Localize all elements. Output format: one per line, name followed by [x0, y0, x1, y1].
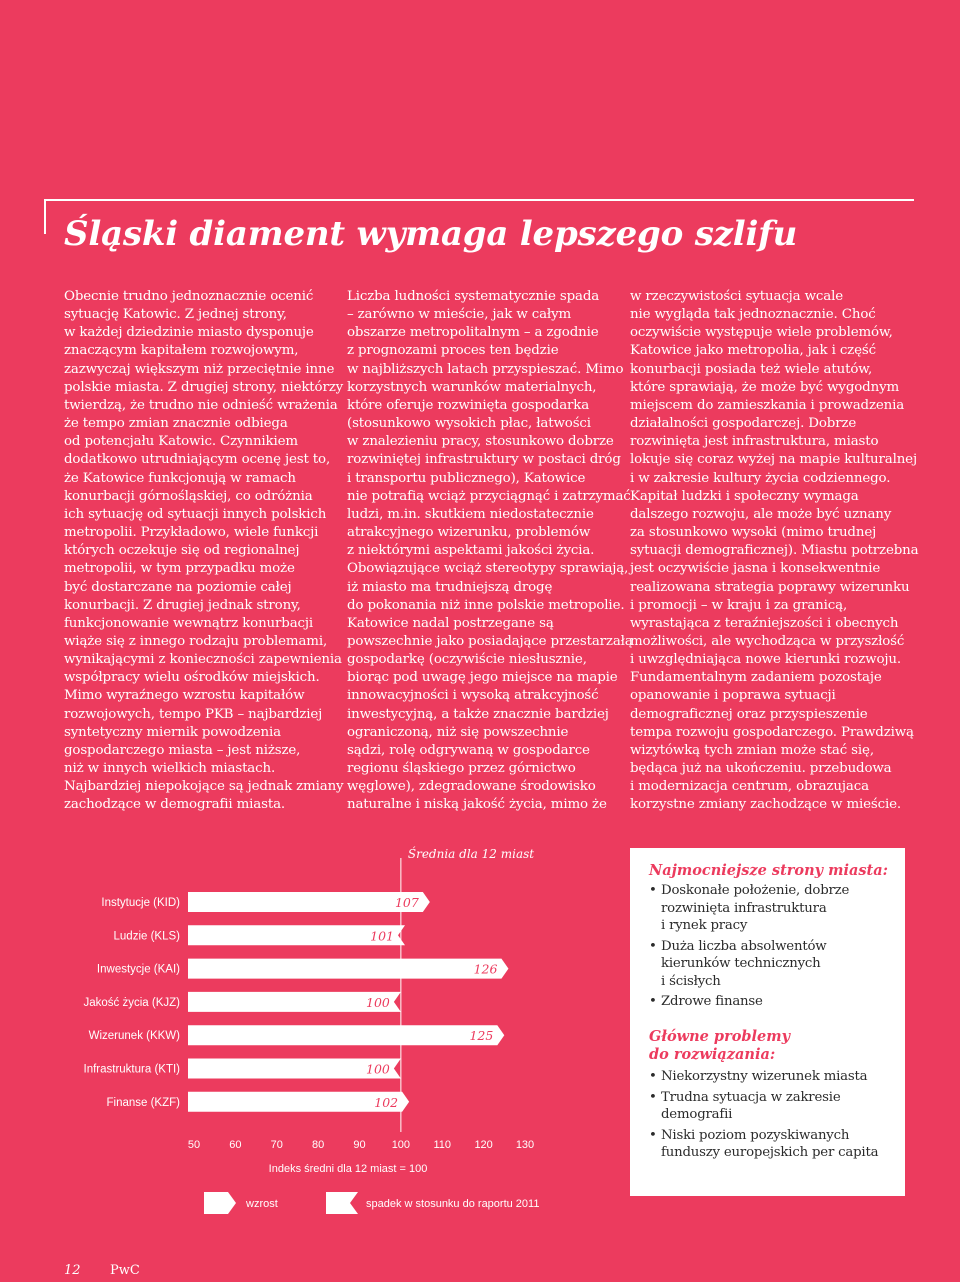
list-item-line: • Duża liczba absolwentów: [661, 938, 827, 954]
text-line: i promocji – w kraju i za granicą,: [630, 597, 848, 613]
heading-line: Główne problemy: [649, 1028, 791, 1045]
data-label: 126: [473, 961, 498, 977]
data-label: 102: [374, 1094, 399, 1110]
text-line: jest oczywiście jasna i konsekwentnie: [630, 561, 881, 577]
text-line: których oczekuje się od regionalnej: [64, 543, 300, 559]
text-line: oczywiście występuje wiele problemów,: [630, 325, 893, 341]
text-line: działalności gospodarczej. Dobrze: [630, 416, 857, 432]
text-line: możliwości, ale wychodząca w przyszłość: [630, 633, 905, 649]
data-label: 100: [366, 1061, 390, 1077]
list-item-line: kierunków technicznych: [661, 956, 821, 971]
text-line: wyrastająca z teraźniejszości i obecnych: [630, 615, 899, 631]
bar: [188, 959, 508, 979]
text-line: – zarówno w mieście, jak w całym: [347, 307, 572, 323]
chart-svg: [0, 840, 600, 1220]
tick-label: 50: [187, 1139, 201, 1151]
data-label: 100: [366, 994, 390, 1010]
text-line: konurbacji górnośląskiej, co odróżnia: [64, 488, 313, 504]
text-line: metropolii. Przykładowo, wiele funkcji: [64, 525, 319, 541]
tick-label: 90: [353, 1139, 366, 1151]
text-line: za stosunkowo wysoki (mimo trudnej: [630, 525, 877, 541]
text-line: sytuacji demograficznej). Miastu potrzebna: [630, 543, 919, 559]
text-line: i uwzględniająca nowe kierunki rozwoju.: [630, 652, 901, 668]
text-line: polskie miasta. Z drugiej strony, niektórzy: [64, 379, 344, 395]
list-item-line: • Trudna sytuacja w zakresie: [661, 1089, 841, 1105]
text-line: gospodarczego miasta – jest niższe,: [64, 742, 301, 758]
text-line: innowacyjności i wysoką atrakcyjność: [347, 688, 599, 704]
tick-label: 130: [515, 1139, 535, 1151]
bar: [188, 892, 430, 912]
header-rule-corner: [44, 199, 46, 234]
text-line: obszarze metropolitalnym – a zgodnie: [347, 325, 599, 341]
text-line: lokuje się coraz wyżej na mapie kulturalnej: [630, 452, 917, 468]
text-line: z prognozami proces ten będzie: [347, 343, 559, 359]
strengths-list: [649, 882, 899, 1011]
text-line: konurbacji posiada też wiele atutów,: [630, 361, 873, 377]
text-line: Obowiązujące wciąż stereotypy sprawiają,: [347, 561, 629, 577]
legend-label-wzrost: wzrost: [246, 1198, 278, 1210]
text-line: syntetyczny miernik powodzenia: [64, 724, 281, 740]
text-line: korzystnych warunków materialnych,: [347, 379, 597, 395]
tick-label: 100: [391, 1139, 411, 1151]
list-item: [649, 1089, 899, 1124]
text-line: ograniczoną, niż się powszechnie: [347, 724, 569, 740]
text-line: nie potrafią wciąż przyciągnąć i zatrzymać: [347, 488, 631, 504]
list-item-line: i rynek pracy: [661, 918, 748, 933]
text-line: że tempo zmian znacznie odbiega: [64, 416, 288, 432]
strengths-heading: [649, 862, 899, 880]
text-line: powszechnie jako posiadające przestarzałą: [347, 633, 633, 649]
text-line: nie wygląda tak jednoznacznie. Choć: [630, 307, 876, 323]
text-line: tempa rozwoju gospodarczego. Prawdziwą: [630, 724, 914, 740]
list-item: [649, 882, 899, 935]
text-line: z niektórymi aspektami jakości życia.: [347, 543, 595, 559]
text-line: być dostarczane na poziomie całej: [64, 579, 292, 595]
text-line: Kapitał ludzki i społeczny wymaga: [630, 488, 859, 504]
x-axis-label: Indeks średni dla 12 miast = 100: [268, 1163, 428, 1175]
text-line: rozwiniętej infrastruktury w postaci dróg: [347, 452, 621, 468]
text-line: biorąc pod uwagę jego miejsce na mapie: [347, 670, 618, 686]
text-line: konurbacji. Z drugiej jednak strony,: [64, 597, 301, 613]
text-line: ludzi, m.in. skutkiem niedostatecznie: [347, 506, 594, 522]
category-label: Infrastruktura (KTI): [83, 1063, 180, 1076]
text-line: Liczba ludności systematycznie spada: [347, 289, 600, 304]
text-line: w rzeczywistości sytuacja wcale: [630, 289, 844, 304]
text-line: funkcjonowanie wewnątrz konurbacji: [64, 615, 314, 631]
list-item-line: • Niski poziom pozyskiwanych: [661, 1127, 850, 1143]
text-line: korzystne zmiany zachodzące w mieście.: [630, 797, 901, 813]
list-item-line: • Niekorzystny wizerunek miasta: [661, 1069, 868, 1084]
list-item: [649, 1068, 899, 1086]
text-line: wiąże się z innego rodzaju problemami,: [64, 633, 328, 649]
text-line: dalszego rozwoju, ale może być uznany: [630, 506, 892, 522]
list-item: [649, 1127, 899, 1162]
text-line: w znalezieniu pracy, stosunkowo dobrze: [347, 434, 614, 450]
text-line: Katowice nadal postrzegane są: [347, 615, 554, 631]
bar: [188, 1025, 504, 1045]
legend-swatch-spadek: [326, 1192, 358, 1214]
category-label: Inwestycje (KAI): [96, 963, 180, 976]
data-label: 125: [469, 1028, 494, 1044]
legend-swatch-wzrost: [204, 1192, 236, 1214]
text-line: które sprawiają, że może być wygodnym: [630, 379, 900, 395]
data-label: 107: [394, 895, 419, 910]
text-line: gospodarkę (oczywiście niesłusznie,: [347, 652, 587, 668]
category-label: Ludzie (KLS): [113, 930, 180, 943]
text-column-1: [64, 288, 344, 815]
data-label: 101: [370, 928, 395, 944]
list-item-line: i ścisłych: [661, 973, 721, 989]
text-line: inwestycyjną, a także znacznie bardziej: [347, 706, 609, 722]
text-line: Katowice jako metropolia, jak i część: [630, 343, 876, 359]
summary-box: [630, 848, 905, 1196]
reference-label: Średnia dla 12 miast: [407, 847, 535, 861]
category-label: Wizerunek (KKW): [88, 1030, 180, 1043]
text-line: rozwinięta jest infrastruktura, miasto: [630, 434, 879, 450]
text-line: współpracy wielu ośrodków miejskich.: [64, 670, 320, 686]
tick-label: 80: [312, 1139, 325, 1151]
heading-line: do rozwiązania:: [649, 1046, 776, 1063]
heading-line: Najmocniejsze strony miasta:: [649, 862, 888, 879]
tick-label: 60: [229, 1139, 242, 1151]
text-line: znaczącym kapitałem rozwojowym,: [64, 343, 299, 359]
index-bar-chart: [0, 840, 600, 1220]
text-line: i transportu publicznego), Katowice: [347, 470, 586, 486]
text-line: miejscem do zamieszkania i prowadzenia: [630, 397, 905, 413]
list-item-line: • Zdrowe finanse: [661, 994, 763, 1009]
list-item-line: funduszy europejskich per capita: [661, 1145, 879, 1160]
text-line: twierdzą, że trudno nie odnieść wrażenia: [64, 397, 338, 413]
category-label: Finanse (KZF): [106, 1096, 180, 1109]
problems-list: [649, 1068, 899, 1162]
text-line: wynikającymi z konieczności zapewnienia: [64, 652, 342, 668]
text-line: Fundamentalnym zadaniem pozostaje: [630, 670, 882, 686]
text-line: zazwyczaj większym niż przeciętnie inne: [64, 361, 335, 377]
text-line: regionu śląskiego przez górnictwo: [347, 761, 576, 777]
text-line: niż w innych wielkich miastach.: [64, 761, 276, 777]
text-line: sądzi, rolę odgrywaną w gospodarce: [347, 742, 590, 758]
text-line: sytuację Katowic. Z jednej strony,: [64, 307, 287, 323]
text-line: atrakcyjnego wizerunku, problemów: [347, 525, 591, 541]
text-line: i modernizacja centrum, obrazujaca: [630, 779, 869, 795]
problems-section: [649, 1028, 899, 1165]
tick-label: 110: [433, 1139, 452, 1151]
text-line: Najbardziej niepokojące są jednak zmiany: [64, 779, 344, 795]
text-line: rozwojowych, tempo PKB – najbardziej: [64, 706, 323, 722]
text-line: od potencjału Katowic. Czynnikiem: [64, 434, 298, 450]
list-item-line: demografii: [661, 1107, 733, 1122]
text-line: w każdej dziedzinie miasto dysponuje: [64, 325, 314, 341]
text-line: że Katowice funkcjonują w ramach: [64, 470, 296, 486]
text-line: ich sytuację od sytuacji innych polskich: [64, 506, 327, 522]
text-line: opanowanie i poprawa sytuacji: [630, 688, 836, 704]
text-line: zachodzące w demografii miasta.: [64, 797, 286, 813]
text-line: (stosunkowo wysokich płac, łatwości: [347, 416, 591, 432]
list-item: [649, 993, 899, 1011]
brand-name: PwC: [110, 1263, 140, 1278]
text-line: dodatkowo utrudniającym ocenę jest to,: [64, 452, 331, 468]
problems-heading: [649, 1028, 899, 1064]
tick-label: 120: [474, 1139, 493, 1151]
text-line: Obecnie trudno jednoznacznie ocenić: [64, 289, 314, 304]
text-line: które oferuje rozwinięta gospodarka: [347, 397, 590, 413]
text-line: do pokonania niż inne polskie metropolie.: [347, 597, 625, 613]
list-item-line: • Doskonałe położenie, dobrze: [661, 883, 850, 898]
text-line: będąca już na ukończeniu. przebudowa: [630, 761, 892, 777]
text-line: i w zakresie kultury życia codziennego.: [630, 470, 891, 486]
text-line: naturalne i niską jakość życia, mimo że: [347, 797, 607, 813]
text-line: metropolii, w tym przypadku może: [64, 561, 295, 577]
text-line: wizytówką tych zmian może stać się,: [630, 742, 874, 758]
text-line: Mimo wyraźnego wzrostu kapitałów: [64, 688, 305, 704]
text-line: realizowana strategia poprawy wizerunku: [630, 579, 910, 595]
strengths-section: [649, 862, 899, 1014]
header-rule: [44, 199, 914, 201]
page-title: Śląski diament wymaga lepszego szlifu: [64, 214, 798, 254]
list-item-line: rozwinięta infrastruktura: [661, 900, 827, 916]
text-column-3: [630, 288, 919, 815]
list-item: [649, 938, 899, 991]
text-line: demograficznej oraz przyspieszenie: [630, 706, 868, 722]
category-label: Instytucje (KID): [101, 897, 180, 909]
text-line: węglowe), zdegradowane środowisko: [347, 779, 596, 795]
text-line: w najbliższych latach przyspieszać. Mimo: [347, 361, 624, 377]
legend-label-spadek: spadek w stosunku do raportu 2011: [366, 1198, 540, 1210]
text-line: iż miasto ma trudniejszą drogę: [347, 579, 553, 595]
page-number: 12: [64, 1263, 81, 1278]
category-label: Jakość życia (KJZ): [83, 996, 180, 1009]
text-column-2: [347, 288, 633, 815]
tick-label: 70: [270, 1139, 283, 1151]
